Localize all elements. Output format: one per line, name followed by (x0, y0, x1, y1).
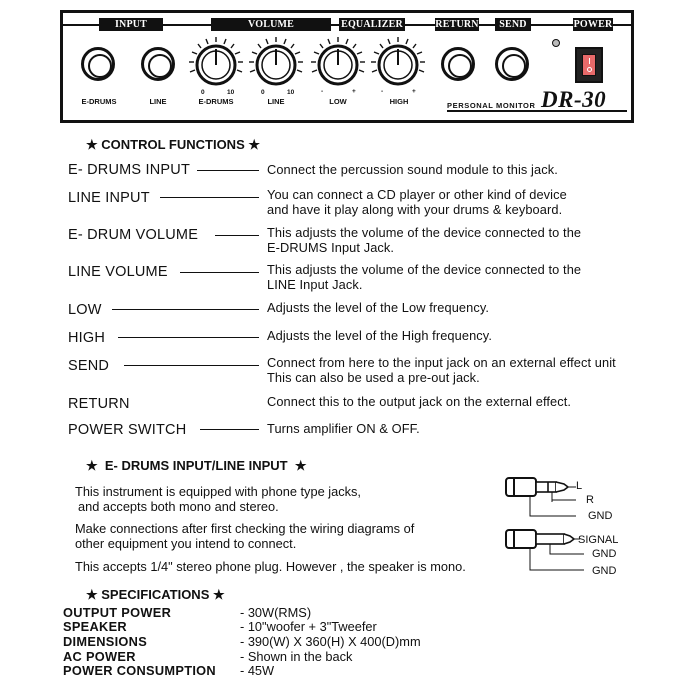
spec-value: - 45W (240, 663, 275, 678)
low-plus: + (352, 88, 356, 95)
front-panel-diagram (60, 10, 634, 123)
function-name: RETURN (68, 396, 130, 412)
mono-plug-icon (504, 526, 584, 576)
spec-value: - 30W(RMS) (240, 605, 312, 620)
stereo-r-label: R (586, 494, 594, 506)
stereo-l-label: L (576, 480, 583, 492)
function-desc: Connect the percussion sound module to this jack. (267, 162, 558, 177)
inputs-para1-line2: and accepts both mono and stereo. (78, 499, 279, 514)
e-drums-volume-label: E-DRUMS (198, 97, 234, 106)
high-eq-knob[interactable] (369, 35, 427, 93)
leader-line (180, 272, 259, 273)
function-name: HIGH (68, 330, 106, 346)
leader-line (160, 197, 259, 198)
line-vol-max: 10 (287, 89, 295, 96)
send-jack[interactable] (495, 47, 529, 81)
leader-line (197, 170, 259, 171)
spec-name: AC POWER (63, 649, 136, 664)
high-plus: + (412, 88, 416, 95)
spec-value: - 10"woofer + 3"Tweefer (240, 619, 377, 634)
input-header: INPUT (99, 18, 163, 31)
e-drums-volume-knob[interactable] (187, 35, 245, 93)
inputs-para3: This accepts 1/4" stereo phone plug. However , the speaker is mono. (75, 559, 466, 574)
equalizer-header: EQUALIZER (339, 18, 405, 31)
inputs-para2-line1: Make connections after first checking the wiring diagrams of (75, 521, 415, 536)
function-desc: Adjusts the level of the High frequency. (267, 328, 492, 343)
spec-name: DIMENSIONS (63, 634, 148, 649)
stereo-gnd-label: GND (588, 510, 613, 522)
power-led (552, 39, 560, 47)
inputs-para1-line1: This instrument is equipped with phone type jacks, (75, 484, 361, 499)
function-desc: You can connect a CD player or other kind of device (267, 187, 567, 202)
function-desc: Connect from here to the input jack on an external effect unit (267, 355, 616, 370)
function-desc: This adjusts the volume of the device connected to the (267, 262, 582, 277)
spec-name: OUTPUT POWER (63, 605, 172, 620)
inputs-para2-line2: other equipment you intend to connect. (75, 536, 297, 551)
line-volume-label: LINE (267, 97, 285, 106)
leader-line (118, 337, 259, 338)
function-name: LINE INPUT (68, 190, 150, 206)
line-volume-knob[interactable] (247, 35, 305, 93)
function-desc: This adjusts the volume of the device connected to the (267, 225, 582, 240)
function-name: E- DRUM VOLUME (68, 227, 199, 243)
high-minus: - (381, 88, 384, 95)
function-name: LOW (68, 302, 102, 318)
low-eq-knob[interactable] (309, 35, 367, 93)
line-vol-min: 0 (261, 89, 265, 96)
model-name: DR-30 (541, 87, 607, 112)
line-input-jack[interactable] (141, 47, 175, 81)
leader-line (112, 309, 259, 310)
function-desc: Turns amplifier ON & OFF. (267, 421, 420, 436)
volume-header: VOLUME (211, 18, 331, 31)
function-name: E- DRUMS INPUT (68, 162, 191, 178)
return-jack[interactable] (441, 47, 475, 81)
line-jack-label: LINE (149, 97, 167, 106)
spec-name: SPEAKER (63, 619, 127, 634)
control-functions-title: ★ CONTROL FUNCTIONS ★ (86, 137, 261, 152)
e-drums-vol-min: 0 (201, 89, 205, 96)
function-desc: LINE Input Jack. (267, 277, 363, 292)
function-desc: This can also be used a pre-out jack. (267, 370, 480, 385)
leader-line (124, 365, 259, 366)
leader-line (200, 429, 259, 430)
function-desc: Adjusts the level of the Low frequency. (267, 300, 490, 315)
spec-name: POWER CONSUMPTION (63, 663, 216, 678)
function-name: SEND (68, 358, 110, 374)
spec-value: - 390(W) X 360(H) X 400(D)mm (240, 634, 421, 649)
stereo-plug-icon (504, 474, 584, 524)
spec-value: - Shown in the back (240, 649, 353, 664)
function-name: LINE VOLUME (68, 264, 168, 280)
function-desc: Connect this to the output jack on the external effect. (267, 394, 572, 409)
high-label: HIGH (389, 97, 409, 106)
mono-signal-label: SIGNAL (578, 534, 619, 546)
e-drums-jack-label: E-DRUMS (81, 97, 117, 106)
mono-gnd-label-2: GND (592, 565, 617, 577)
e-drums-input-jack[interactable] (81, 47, 115, 81)
function-name: POWER SWITCH (68, 422, 187, 438)
inputs-section-title: ★ E- DRUMS INPUT/LINE INPUT ★ (86, 458, 307, 473)
low-minus: - (321, 88, 324, 95)
function-desc: and have it play along with your drums & keyboard. (267, 202, 563, 217)
specifications-title: ★ SPECIFICATIONS ★ (86, 587, 225, 602)
function-desc: E-DRUMS Input Jack. (267, 240, 395, 255)
leader-line (215, 235, 259, 236)
power-switch[interactable] (575, 47, 603, 83)
brand-subtitle: PERSONAL MONITOR (447, 101, 536, 110)
return-header: RETURN (435, 19, 479, 30)
power-header: POWER (573, 19, 613, 30)
low-label: LOW (329, 97, 347, 106)
mono-gnd-label-1: GND (592, 548, 617, 560)
e-drums-vol-max: 10 (227, 89, 235, 96)
send-header: SEND (495, 18, 531, 31)
